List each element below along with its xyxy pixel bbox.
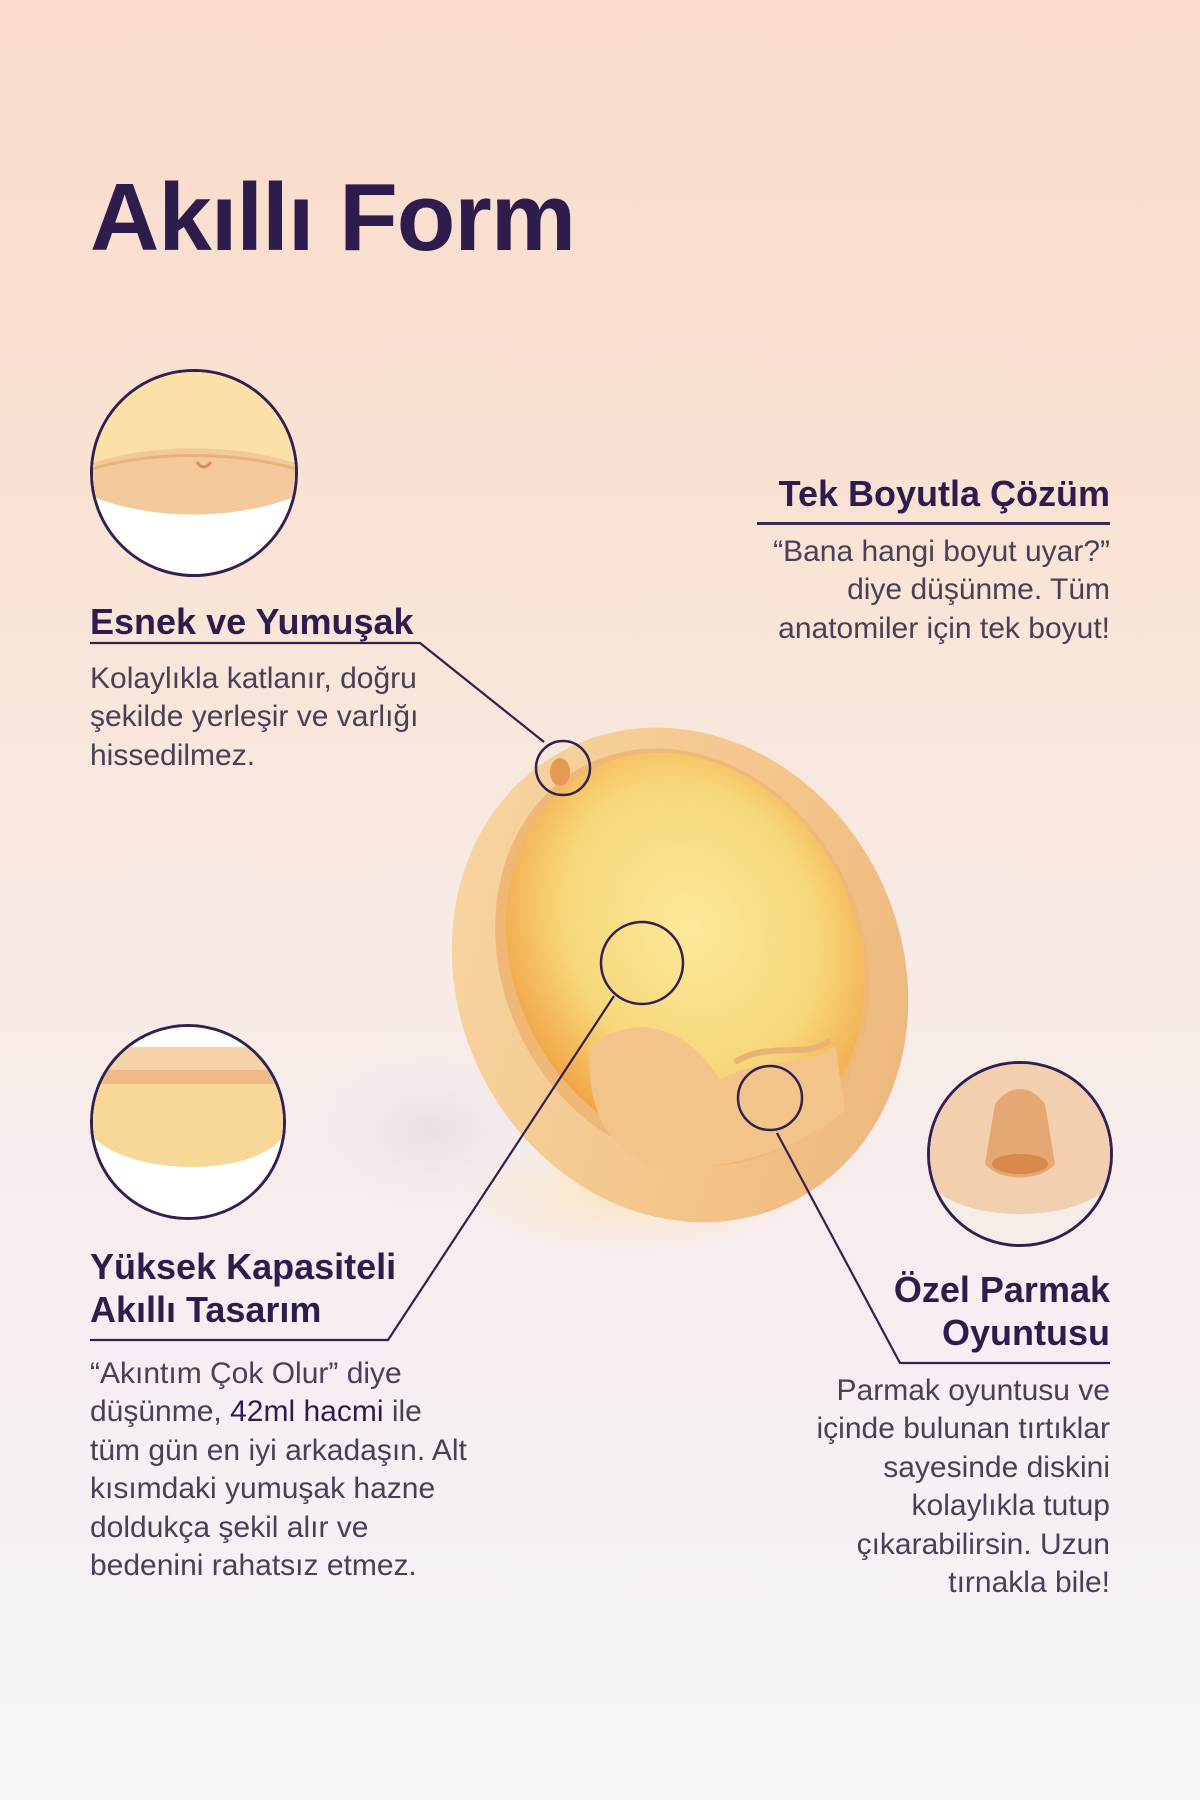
feature-capacity-heading [90, 1245, 396, 1331]
capacity-heading-line-1: Yüksek Kapasiteli [90, 1246, 397, 1287]
feature-finger-groove-body [770, 1372, 1110, 1602]
rim-notch [550, 758, 570, 786]
feature-flexible-heading: Esnek ve Yumuşak [90, 601, 414, 642]
rim-closeup-icon [93, 372, 295, 574]
finger-heading-line-1: Özel Parmak [893, 1269, 1110, 1310]
finger-body-line-2: içinde bulunan tırtıklar [816, 1412, 1110, 1446]
one-size-line-1: “Bana hangi boyut uyar?” [773, 535, 1110, 568]
disc-side-view-icon [93, 1027, 283, 1217]
bubble-capacity-closeup [90, 1024, 286, 1220]
one-size-line-2: diye düşünme. Tüm [847, 573, 1110, 607]
finger-body-line-3: sayesinde diskini [883, 1450, 1110, 1484]
feature-one-size-body [710, 533, 1110, 648]
capacity-body-pre: “Akıntım Çok Olur” diye düşünme, [90, 1357, 402, 1429]
bubble-flexible-closeup [90, 369, 298, 577]
one-size-line-3: anatomiler için tek boyut! [778, 611, 1110, 645]
feature-one-size-heading: Tek Boyutla Çözüm [778, 473, 1110, 514]
finger-groove-closeup-icon [930, 1064, 1110, 1244]
finger-body-line-1: Parmak oyuntusu ve [836, 1374, 1110, 1407]
feature-finger-groove-heading [894, 1268, 1110, 1354]
feature-flexible-body: Kolaylıkla katlanır, doğru şekilde yerleşir ve varlığı hissedilmez. [90, 662, 419, 772]
capacity-body-post: ile tüm gün en iyi arkadaşın. Alt kısımdaki yumuşak hazne doldukça şekil alır ve bedenini rahatsız etmez. [90, 1395, 467, 1582]
page-title: Akıllı Form [90, 164, 576, 271]
capacity-volume: 42ml hacmi [230, 1395, 384, 1429]
capacity-heading-line-2: Akıllı Tasarım [90, 1289, 322, 1331]
feature-capacity-body [90, 1355, 480, 1585]
finger-heading-line-2: Oyuntusu [942, 1312, 1110, 1354]
feature-one-size-rule [757, 522, 1110, 525]
finger-body-line-5: çıkarabilirsin. Uzun [856, 1527, 1110, 1561]
bubble-finger-groove-closeup [927, 1061, 1113, 1247]
finger-body-line-6: tırnakla bile! [948, 1565, 1110, 1599]
finger-body-line-4: kolaylıkla tutup [911, 1489, 1110, 1523]
